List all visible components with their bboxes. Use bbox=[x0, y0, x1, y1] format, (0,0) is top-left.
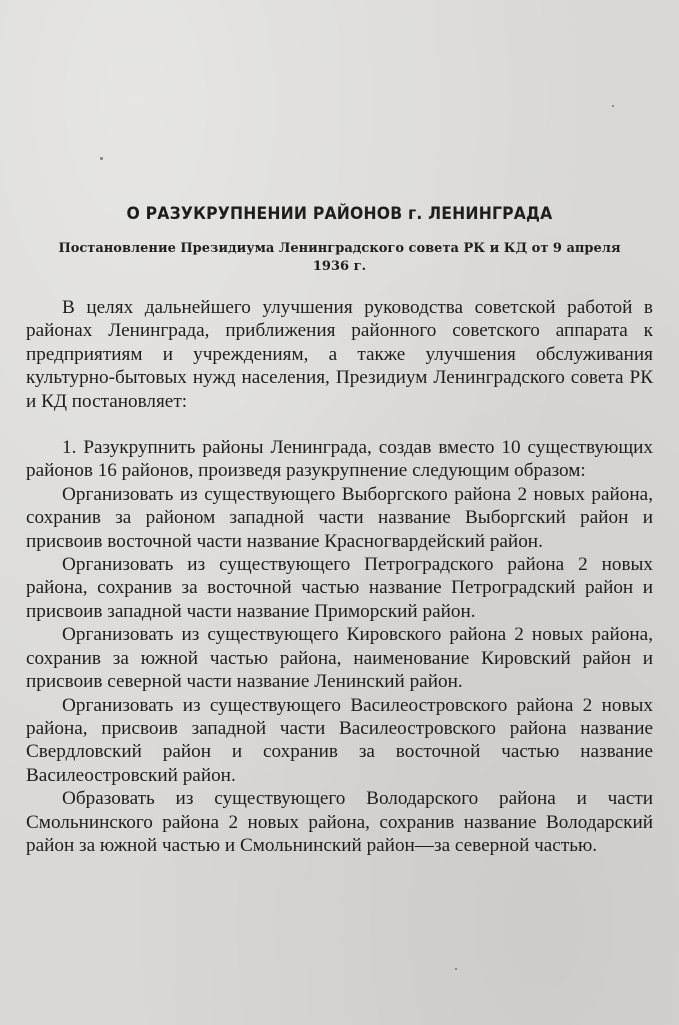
paragraph-vyborgsky: Организовать из существующего Выборгского района 2 новых района, сохранив за районом западной части название Выборгский район и присвоив восточной части название Красногвардейский район. bbox=[26, 483, 653, 552]
subtitle-line-2: 1936 г. bbox=[312, 259, 367, 274]
paragraph-petrogradsky: Организовать из существующего Петроградского района 2 новых района, сохранив за восточной частью название Петроградский район и присвоив западной части название Приморский район. bbox=[26, 554, 653, 622]
document-body bbox=[26, 296, 653, 857]
document-title: О РАЗУКРУПНЕНИИ РАЙОНОВ г. ЛЕНИНГРАДА bbox=[126, 204, 553, 224]
paragraph-kirovsky: Организовать из существующего Кировского района 2 новых района, сохранив за южной частью района, наименование Кировский район и присвоив северной части название Ленинский район. bbox=[26, 624, 653, 693]
paper-speck bbox=[612, 105, 614, 107]
paragraph-vasileostrovsky: Организовать из существующего Василеостровского района 2 новых района, присвоив западной части Василеостровского района название Свердловский район и сохранив за восточной частью название Василеостровский район. bbox=[26, 694, 653, 786]
paper-speck bbox=[100, 157, 103, 160]
paragraph-volodarsky: Образовать из существующего Володарского района и части Смольнинского района 2 новых района, сохранив название Володарский район за южной частью и Смольнинский район—за северной частью. bbox=[26, 788, 653, 856]
paragraph-point-1: 1. Разукрупнить районы Ленинграда, создав вместо 10 существующих районов 16 районов, произведя разукрупнение следующим образом: bbox=[26, 437, 653, 482]
paper-speck bbox=[455, 968, 457, 970]
subtitle-line-1: Постановление Президиума Ленинградского совета РК и КД от 9 апреля bbox=[58, 241, 621, 256]
document-subtitle bbox=[26, 240, 653, 276]
intro-paragraph: В целях дальнейшего улучшения руководства советской работой в районах Ленинграда, приближения районного советского аппарата к предприятиям и учреждениям, а также улучшения обслуживания культурно-бытовых нужд населения, Президиум Ленинградского совета РК и КД постановляет: bbox=[26, 297, 653, 412]
